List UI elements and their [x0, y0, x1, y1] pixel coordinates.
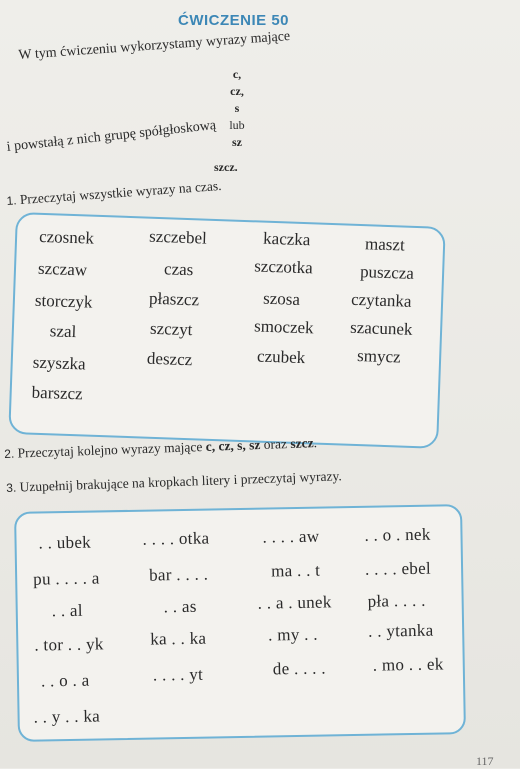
- letter-c: c,: [232, 67, 242, 81]
- gap-word: . . al: [51, 600, 83, 621]
- task-1: [6, 178, 222, 209]
- task-2-group: szcz: [290, 435, 314, 452]
- task-2-end: .: [313, 435, 318, 451]
- gap-word: . mo . . ek: [372, 654, 444, 675]
- word: czubek: [256, 346, 306, 368]
- gap-word: . . o . a: [40, 670, 90, 691]
- letter-s: s: [234, 101, 240, 115]
- gap-word: . . y . . ka: [33, 706, 101, 727]
- gap-word: ma . . t: [270, 560, 321, 581]
- word: szacunek: [349, 317, 413, 339]
- gap-word: ka . . ka: [150, 628, 207, 649]
- gap-word: . . ytanka: [367, 620, 434, 641]
- letter-group-szcz: szcz.: [214, 160, 238, 174]
- word: deszcz: [146, 348, 193, 370]
- word: smoczek: [253, 316, 314, 338]
- word: kaczka: [262, 228, 311, 250]
- word: puszcza: [359, 262, 415, 283]
- intro-text: W tym ćwiczeniu wykorzystamy wyrazy mające: [18, 29, 291, 63]
- gap-word: . . . . otka: [142, 528, 210, 549]
- word: czas: [163, 259, 194, 280]
- word: storczyk: [34, 290, 93, 312]
- task-2-letters: c, cz, s, sz: [205, 437, 261, 454]
- page-number: 117: [476, 754, 494, 768]
- word: czytanka: [350, 289, 412, 311]
- gap-word: bar . . . .: [148, 564, 209, 585]
- task-1-number: 1.: [6, 193, 18, 208]
- exercise-title: ĆWICZENIE 50: [178, 12, 290, 29]
- gap-word: . . . . ebel: [364, 558, 432, 579]
- letter-lub: lub: [229, 118, 245, 132]
- letter-list: [222, 66, 252, 151]
- gap-word: . tor . . yk: [34, 634, 104, 655]
- gap-word: pu . . . . a: [33, 568, 100, 589]
- word: szczaw: [37, 258, 88, 280]
- word: szczebel: [148, 226, 208, 248]
- letter-cz: cz,: [230, 84, 244, 98]
- task-2-text: Przeczytaj kolejno wyrazy mające: [17, 438, 206, 461]
- gap-word: pła . . . .: [367, 590, 426, 611]
- gap-word: . . a . unek: [257, 592, 332, 613]
- word: szczyt: [149, 318, 193, 340]
- word: smycz: [356, 346, 401, 367]
- task-1-text: Przeczytaj wszystkie wyrazy na czas.: [19, 177, 222, 208]
- task-3-number: 3.: [6, 480, 17, 495]
- gap-word: de . . . .: [272, 658, 327, 679]
- gap-word: . . as: [163, 596, 197, 617]
- task-2-text-b: oraz: [260, 436, 291, 453]
- gaps-box: [14, 504, 466, 742]
- task-3: [6, 468, 342, 496]
- task-3-text: Uzupełnij brakujące na kropkach litery i przeczytaj wyrazy.: [19, 468, 342, 495]
- gap-word: . . o . nek: [364, 524, 431, 545]
- word: płaszcz: [148, 288, 200, 310]
- gap-word: . . . . yt: [152, 664, 204, 685]
- intro-text-2: i powstałą z nich grupę spółgłoskową: [6, 118, 217, 155]
- gap-word: . . ubek: [38, 532, 92, 553]
- word: szal: [49, 321, 77, 342]
- gap-word: . . . . aw: [262, 526, 320, 547]
- word: czosnek: [38, 226, 95, 248]
- gap-word: . my . .: [268, 624, 318, 645]
- letter-sz: sz: [232, 135, 242, 149]
- word: szosa: [262, 288, 301, 309]
- word: szczotka: [253, 256, 314, 278]
- word: barszcz: [31, 382, 83, 404]
- word: maszt: [364, 234, 406, 255]
- word: szyszka: [32, 352, 86, 374]
- task-2-number: 2.: [4, 446, 15, 461]
